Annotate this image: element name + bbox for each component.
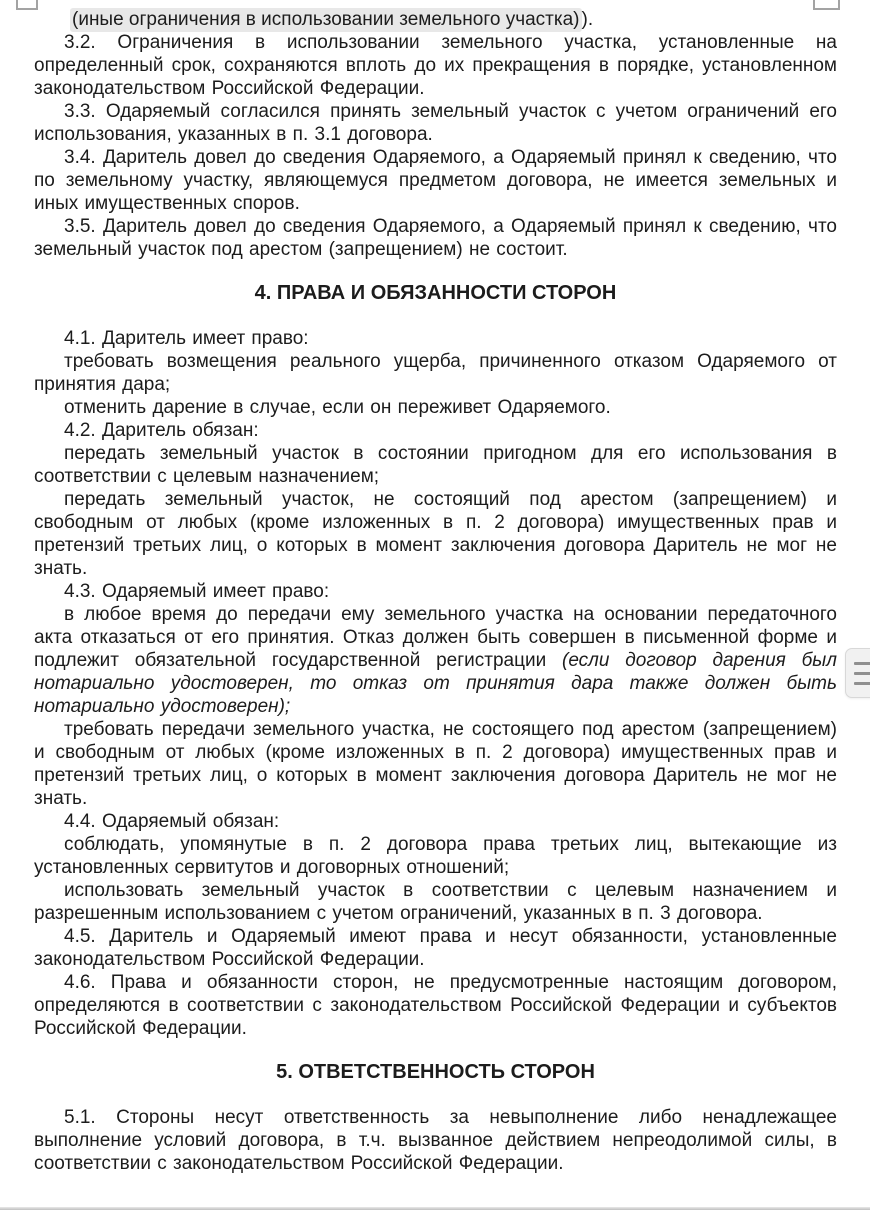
placeholder-highlight: (иные ограничения в использовании земельного участка): [72, 9, 580, 30]
paragraph-4-6: 4.6. Права и обязанности сторон, не предусмотренные настоящим договором, определяются в соответствии с законодательством Российской Федерации и субъектов Российской Федерации.: [34, 972, 837, 1039]
paragraph-4-3-item-2: требовать передачи земельного участка, не состоящего под арестом (запрещением) и свободным от любых (кроме изложенных в п. 2 договора) имущественных прав и претензий третьих лиц, о которых в момент заключения договора Даритель не мог не знать.: [34, 719, 837, 809]
paragraph-intro-fragment: [34, 8, 837, 31]
paragraph-4-3-item-1-normal: в любое время до передачи ему земельного участка на основании передаточного акта отказаться от его принятия. Отказ должен быть совершен в письменной форме и подлежит обязательной государственной регистрации: [34, 604, 837, 671]
paragraph-5-1: 5.1. Стороны несут ответственность за невыполнение либо ненадлежащее выполнение условий договора, в т.ч. вызванное действием непреодолимой силы, в соответствии с законодательством Российской Федерации.: [34, 1107, 837, 1174]
paragraph-4-1-item-1: требовать возмещения реального ущерба, причиненного отказом Одаряемого от принятия дара;: [34, 351, 837, 395]
paragraph-3-4: 3.4. Даритель довел до сведения Одаряемого, а Одаряемый принял к сведению, что по земельному участку, являющемуся предметом договора, не имеется земельных и иных имущественных споров.: [34, 147, 837, 214]
paragraph-4-5: 4.5. Даритель и Одаряемый имеют права и несут обязанности, установленные законодательством Российской Федерации.: [34, 926, 837, 970]
paragraph-3-2: 3.2. Ограничения в использовании земельного участка, установленные на определенный срок, сохраняются вплоть до их прекращения в порядке, установленном законодательством Российской Федерации.: [34, 32, 837, 99]
paragraph-4-2-item-1: передать земельный участок в состоянии пригодном для его использования в соответствии с целевым назначением;: [34, 443, 837, 487]
paragraph-4-1-item-2: отменить дарение в случае, если он переживет Одаряемого.: [64, 397, 611, 418]
paragraph-4-4-item-1: соблюдать, упомянутые в п. 2 договора права третьих лиц, вытекающие из установленных сервитутов и договорных отношений;: [34, 834, 837, 878]
fragment-tail: ).: [581, 9, 594, 30]
paragraph-4-3: 4.3. Одаряемый имеет право:: [64, 581, 330, 602]
paragraph-4-4-item-2: использовать земельный участок в соответствии с целевым назначением и разрешенным использованием с учетом ограничений, указанных в п. 3 договора.: [34, 880, 837, 924]
paragraph-4-2: 4.2. Даритель обязан:: [64, 420, 259, 441]
section-heading-5: 5. ОТВЕТСТВЕННОСТЬ СТОРОН: [276, 1061, 595, 1083]
paragraph-4-1: 4.1. Даритель имеет право:: [64, 328, 309, 349]
paragraph-4-4: 4.4. Одаряемый обязан:: [64, 811, 280, 832]
scroll-handle[interactable]: [845, 648, 870, 698]
paragraph-4-3-item-1-italic: (если договор дарения был нотариально удостоверен, то отказ от принятия дара также должен быть нотариально удостоверен);: [34, 650, 837, 717]
paragraph-4-3-item-1: [34, 603, 837, 718]
paragraph-4-2-item-2: передать земельный участок, не состоящий под арестом (запрещением) и свободным от любых (кроме изложенных в п. 2 договора) имущественных прав и претензий третьих лиц, о которых в момент заключения договора Даритель не мог не знать.: [34, 489, 837, 579]
paragraph-3-5: 3.5. Даритель довел до сведения Одаряемого, а Одаряемый принял к сведению, что земельный участок под арестом (запрещением) не состоит.: [34, 216, 837, 260]
section-heading-4: 4. ПРАВА И ОБЯЗАННОСТИ СТОРОН: [254, 282, 617, 304]
document-body: [34, 8, 837, 1175]
paragraph-3-3: 3.3. Одаряемый согласился принять земельный участок с учетом ограничений его использования, указанных в п. 3.1 договора.: [34, 101, 837, 145]
